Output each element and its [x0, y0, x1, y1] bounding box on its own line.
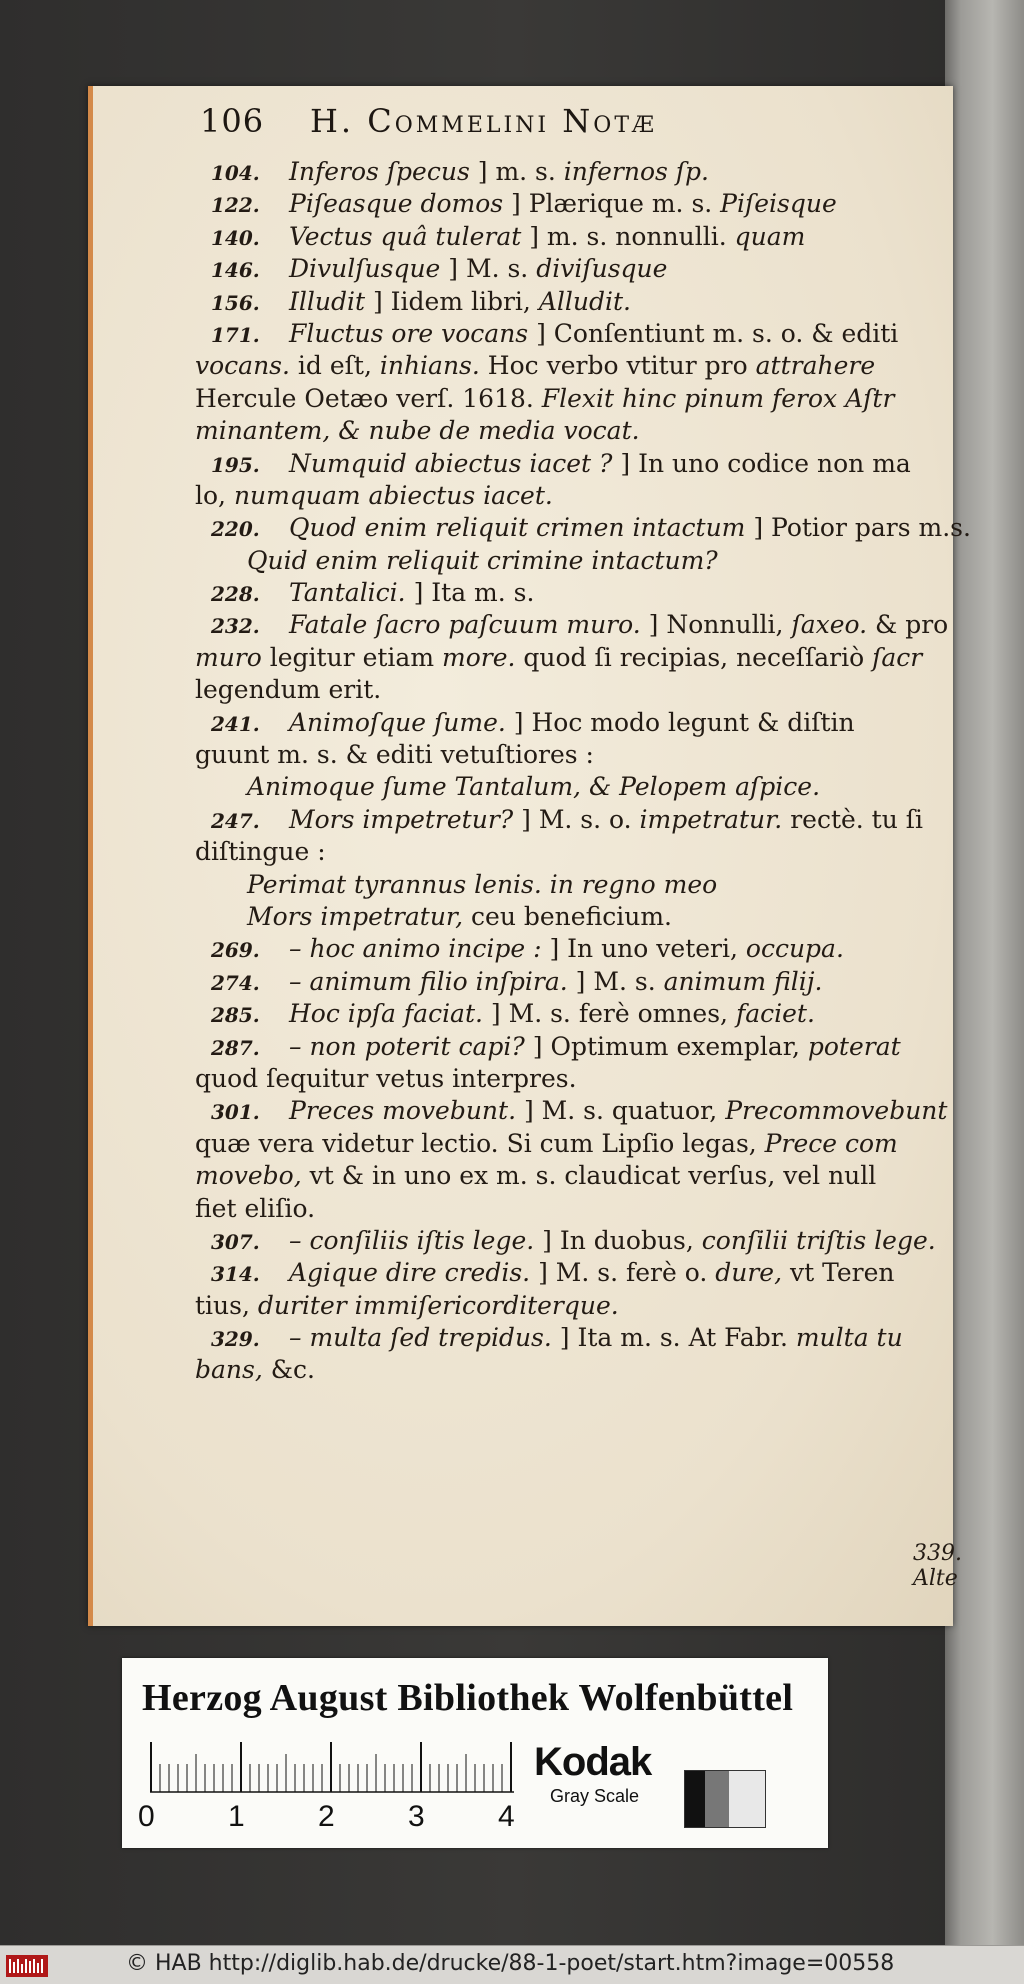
ruler-number: 1 [228, 1800, 245, 1833]
italic-text: minantem, & nube de media vocat. [195, 416, 640, 446]
roman-text: ] M. s. quatuor, [516, 1096, 726, 1126]
roman-text: ] Plærique m. s. [503, 189, 721, 219]
italic-text: conſilii triſtis lege. [701, 1225, 936, 1255]
verse-number: 269. [211, 938, 260, 963]
gray-swatch [684, 1770, 766, 1828]
italic-text: Perimat tyrannus lenis. in regno meo [247, 869, 718, 899]
italic-text: movebo, [195, 1161, 302, 1191]
roman-text: ] M. s. [440, 254, 537, 284]
note-entry [195, 707, 940, 739]
verse-number: 301. [211, 1100, 260, 1125]
note-entry [195, 998, 940, 1030]
italic-text: Piſeasque domos [289, 189, 504, 219]
roman-text: fiet eliſio. [195, 1193, 316, 1223]
note-entry [195, 221, 940, 253]
note-continuation [195, 739, 940, 771]
italic-text: Divulſusque [289, 254, 441, 284]
italic-text: Fatale ſacro paſcuum muro. [289, 610, 641, 640]
roman-text: ] M. s. [567, 966, 664, 996]
roman-text: ] Hoc modo legunt & diſtin [505, 707, 855, 737]
note-continuation [195, 642, 940, 674]
italic-text: Animoſque ſume. [289, 707, 506, 737]
italic-text: – hoc animo incipe : [289, 934, 542, 964]
ruler-number: 3 [408, 1800, 425, 1833]
catchword: 339. Alte [913, 1541, 962, 1591]
roman-text: ] In duobus, [534, 1225, 702, 1255]
italic-text: ſaxeo. [791, 610, 868, 640]
italic-text: ſacr [872, 642, 923, 672]
note-entry [195, 253, 940, 285]
roman-text: ] M. s. ferè omnes, [482, 999, 736, 1029]
facing-page-edge [945, 0, 1024, 1945]
note-entry [195, 318, 940, 350]
roman-text: quod ſequitur vetus interpres. [195, 1063, 577, 1093]
italic-text: Agique dire credis. [289, 1258, 531, 1288]
note-entry [195, 512, 971, 544]
roman-text: lo, [195, 480, 234, 510]
note-entry [195, 1257, 940, 1289]
verse-number: 220. [211, 517, 260, 542]
italic-text: vocans. [195, 351, 290, 381]
note-continuation [195, 1193, 940, 1225]
note-continuation [195, 674, 940, 706]
verse-number: 329. [211, 1327, 260, 1352]
note-entry [195, 448, 940, 480]
roman-text: rectè. tu ſi [782, 804, 924, 834]
italic-text: Mors impetratur, [247, 901, 464, 931]
italic-text: muro [195, 642, 262, 672]
note-entry [195, 1322, 940, 1354]
kodak-logo: Kodak [534, 1740, 652, 1784]
italic-text: Inferos ſpecus [289, 157, 470, 186]
note-continuation [195, 1290, 940, 1322]
italic-text: Animoque ſume Tantalum, & Pelopem aſpice. [247, 772, 821, 802]
roman-text: ] m. s. [469, 157, 564, 186]
italic-text: Fluctus ore vocans [289, 318, 529, 348]
note-continuation [195, 1128, 940, 1160]
footer-bar [0, 1945, 1024, 1984]
note-entry [195, 1225, 940, 1257]
italic-text: – animum filio inſpira. [289, 966, 568, 996]
verse-number: 314. [211, 1262, 260, 1287]
roman-text: ] Optimum exemplar, [524, 1031, 808, 1061]
quoted-verse [195, 771, 940, 803]
roman-text: & pro [867, 610, 949, 640]
color-target-card [122, 1658, 828, 1848]
roman-text: ceu beneficium. [463, 901, 672, 931]
note-entry [195, 286, 940, 318]
verse-number: 228. [211, 582, 260, 607]
ruler-number: 0 [138, 1800, 155, 1833]
note-continuation [195, 1354, 940, 1386]
verse-number: 241. [211, 711, 260, 736]
ruler-labels [138, 1800, 538, 1836]
italic-text: Precommovebunt [725, 1096, 948, 1126]
ruler-number: 4 [498, 1800, 515, 1833]
roman-text: vt & in uno ex m. s. claudicat verſus, vel null [301, 1161, 877, 1191]
verse-number: 287. [211, 1035, 260, 1060]
italic-text: Tantalici. [289, 578, 406, 608]
roman-text: ] In uno codice non ma [612, 448, 911, 478]
library-name: Herzog August Bibliothek Wolfenbüttel [142, 1677, 794, 1719]
italic-text: – multa ſed trepidus. [289, 1323, 552, 1353]
italic-text: poterat [807, 1031, 901, 1061]
italic-text: Hoc ipſa faciat. [289, 999, 483, 1029]
note-continuation [195, 1063, 940, 1095]
note-entry [195, 156, 940, 188]
roman-text: ] Potior pars m.s. [745, 513, 971, 543]
page-number: 106 [200, 102, 265, 140]
italic-text: attrahere [755, 351, 876, 381]
roman-text: ] Conſentiunt m. s. o. & editi [528, 318, 899, 348]
italic-text: more. [442, 642, 516, 672]
note-continuation [195, 480, 940, 512]
italic-text: numquam abiectus iacet. [233, 480, 553, 510]
note-entry [195, 933, 940, 965]
note-entry [195, 966, 940, 998]
italic-text: inhians. [379, 351, 480, 381]
quoted-verse [195, 901, 940, 933]
note-entry [195, 188, 940, 220]
note-entry [195, 577, 940, 609]
note-continuation [195, 350, 940, 382]
roman-text: diſtingue : [195, 837, 326, 867]
running-head-title: H. Commelini Notæ [310, 102, 658, 140]
roman-text: Hercule Oetæo verſ. 1618. [195, 383, 542, 413]
roman-text: Hoc verbo vtitur pro [479, 351, 756, 381]
roman-text: legitur etiam [261, 642, 442, 672]
note-entry [195, 804, 940, 836]
italic-text: duriter immiſericorditerque. [257, 1290, 619, 1320]
roman-text: ] In uno veteri, [541, 934, 746, 964]
verse-number: 156. [211, 290, 260, 315]
note-continuation [195, 383, 940, 415]
roman-text: id eſt, [289, 351, 380, 381]
note-continuation [195, 836, 940, 868]
roman-text: quæ vera videtur lectio. Si cum Lipſio legas, [195, 1128, 765, 1158]
italic-text: Piſeisque [720, 189, 837, 219]
verse-number: 247. [211, 808, 260, 833]
note-continuation [195, 1160, 940, 1192]
roman-text: ] Iidem libri, [365, 286, 539, 316]
verse-number: 171. [211, 322, 260, 347]
verse-number: 285. [211, 1003, 260, 1028]
verse-number: 140. [211, 225, 260, 250]
italic-text: Prece com [764, 1128, 898, 1158]
running-head [200, 102, 920, 152]
roman-text: ] Nonnulli, [640, 610, 792, 640]
verse-number: 104. [211, 161, 260, 185]
verse-number: 122. [211, 193, 260, 218]
verse-number: 274. [211, 970, 260, 995]
roman-text: vt Teren [782, 1258, 895, 1288]
note-entry [195, 1031, 940, 1063]
italic-text: Flexit hinc pinum ferox Aſtr [541, 383, 895, 413]
italic-text: – non poterit capi? [289, 1031, 525, 1061]
italic-text: multa tu [795, 1323, 903, 1353]
italic-text: Mors impetretur? [289, 804, 514, 834]
roman-text: guunt m. s. & editi vetuſtiores : [195, 740, 594, 770]
hab-logo-icon [6, 1955, 48, 1977]
italic-text: Illudit [289, 286, 366, 316]
verse-number: 195. [211, 452, 260, 477]
roman-text: legendum erit. [195, 675, 382, 705]
quoted-verse [195, 545, 940, 577]
italic-text: faciet. [735, 999, 815, 1029]
roman-text: ] M. s. o. [513, 804, 640, 834]
italic-text: dure, [715, 1258, 783, 1288]
quoted-verse [195, 869, 940, 901]
roman-text: &c. [262, 1355, 315, 1385]
verse-number: 146. [211, 258, 260, 283]
ruler-number: 2 [318, 1800, 335, 1833]
roman-text: ] Ita m. s. At Fabr. [551, 1323, 796, 1353]
italic-text: occupa. [745, 934, 844, 964]
italic-text: diviſusque [536, 254, 668, 284]
italic-text: bans, [195, 1355, 263, 1385]
italic-text: impetratur. [639, 804, 783, 834]
roman-text: tius, [195, 1290, 258, 1320]
italic-text: Vectus quâ tulerat [289, 221, 522, 251]
footer-link[interactable]: © HAB http://diglib.hab.de/drucke/88-1-poet/start.htm?image=00558 [126, 1951, 895, 1976]
roman-text: quod ſi recipias, neceſſariò [515, 642, 873, 672]
italic-text: Preces movebunt. [289, 1096, 517, 1126]
verse-number: 232. [211, 614, 260, 639]
italic-text: Quid enim reliquit crimine intactum? [247, 545, 718, 575]
italic-text: Alludit. [538, 286, 631, 316]
italic-text: Numquid abiectus iacet ? [289, 448, 613, 478]
italic-text: animum filij. [663, 966, 823, 996]
italic-text: Quod enim reliquit crimen intactum [289, 513, 746, 543]
roman-text: ] m. s. nonnulli. [521, 221, 735, 251]
italic-text: – conſiliis iſtis lege. [289, 1225, 535, 1255]
roman-text: ] Ita m. s. [405, 578, 535, 608]
note-continuation [195, 415, 940, 447]
gray-scale-label: Gray Scale [550, 1786, 640, 1806]
notes-body [195, 156, 971, 1387]
note-entry [195, 609, 949, 641]
italic-text: quam [734, 221, 806, 251]
roman-text: ] M. s. ferè o. [530, 1258, 716, 1288]
italic-text: infernos ſp. [563, 157, 710, 186]
note-entry [195, 1095, 948, 1127]
scale-ruler [150, 1742, 514, 1794]
verse-number: 307. [211, 1229, 260, 1254]
